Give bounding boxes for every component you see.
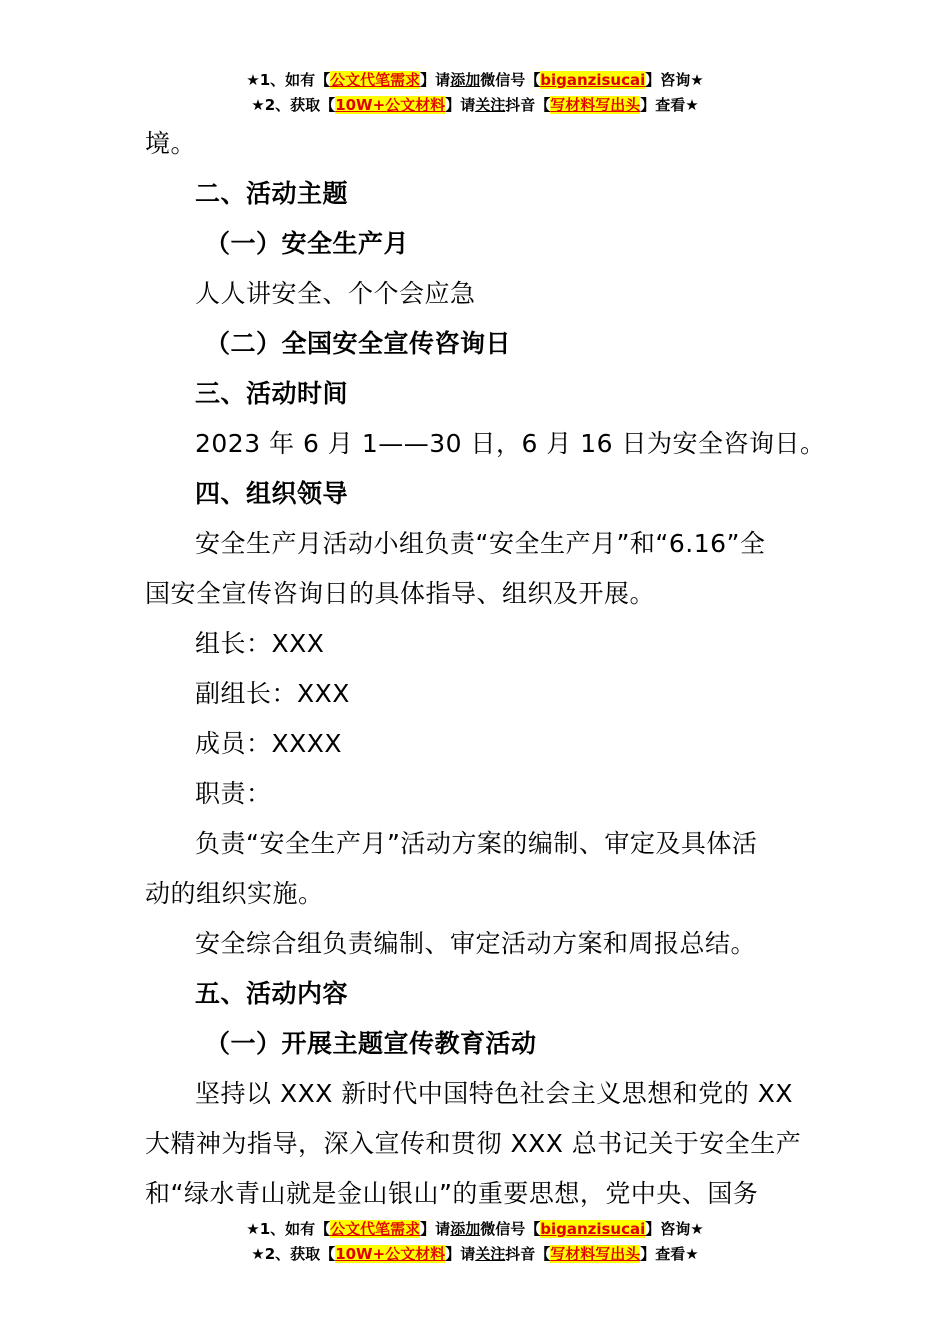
paragraph: 境。 <box>145 129 197 158</box>
paragraph: 国安全宣传咨询日的具体指导、组织及开展。 <box>145 579 656 608</box>
banner-text: 】查看★ <box>640 96 699 114</box>
highlight-service: 公文代笔需求 <box>330 1220 421 1238</box>
highlight-wechat-id: biganzisucai <box>540 71 646 89</box>
highlight-materials: 10W+公文材料 <box>335 1245 446 1263</box>
banner-text: 】请 <box>445 96 476 114</box>
banner-text: 】咨询★ <box>645 1220 704 1238</box>
highlight-wechat-id: biganzisucai <box>540 1220 646 1238</box>
underlined-text: 添加 <box>450 1220 481 1238</box>
paragraph: 2023 年 6 月 1——30 日，6 月 16 日为安全咨询日。 <box>195 429 826 458</box>
banner-text: 微信号【 <box>480 71 541 89</box>
banner-text: 抖音【 <box>505 96 551 114</box>
paragraph: 动的组织实施。 <box>145 879 324 908</box>
highlight-service: 公文代笔需求 <box>330 71 421 89</box>
banner-text: 】咨询★ <box>645 71 704 89</box>
paragraph: 人人讲安全、个个会应急 <box>195 279 476 308</box>
footer-banner-line-1 <box>0 1218 950 1240</box>
paragraph: 坚持以 XXX 新时代中国特色社会主义思想和党的 XX <box>195 1079 793 1108</box>
subsection-heading: （二）全国安全宣传咨询日 <box>205 329 512 358</box>
banner-text: ★1、如有【 <box>246 71 331 89</box>
banner-text: 】查看★ <box>640 1245 699 1263</box>
highlight-douyin: 写材料写出头 <box>550 1245 641 1263</box>
banner-text: 】请 <box>445 1245 476 1263</box>
section-heading: 二、活动主题 <box>195 179 349 208</box>
paragraph: 副组长：XXX <box>195 679 350 708</box>
highlight-materials: 10W+公文材料 <box>335 96 446 114</box>
subsection-heading: （一）安全生产月 <box>205 229 410 258</box>
subsection-heading: （一）开展主题宣传教育活动 <box>205 1029 537 1058</box>
document-body <box>145 119 826 1219</box>
underlined-text: 添加 <box>450 71 481 89</box>
banner-text: 】请 <box>420 1220 451 1238</box>
paragraph: 职责： <box>195 779 272 808</box>
banner-text: 微信号【 <box>480 1220 541 1238</box>
paragraph: 安全综合组负责编制、审定活动方案和周报总结。 <box>195 929 757 958</box>
banner-text: ★2、获取【 <box>251 96 336 114</box>
banner-text: ★2、获取【 <box>251 1245 336 1263</box>
banner-text: 抖音【 <box>505 1245 551 1263</box>
section-heading: 三、活动时间 <box>195 379 349 408</box>
section-heading: 五、活动内容 <box>195 979 349 1008</box>
header-banner-line-2 <box>0 94 950 116</box>
section-heading: 四、组织领导 <box>195 479 349 508</box>
paragraph: 安全生产月活动小组负责“安全生产月”和“6.16”全 <box>195 529 766 558</box>
underlined-text: 关注 <box>475 96 506 114</box>
paragraph: 组长：XXX <box>195 629 325 658</box>
paragraph: 负责“安全生产月”活动方案的编制、审定及具体活 <box>195 829 758 858</box>
paragraph: 大精神为指导，深入宣传和贯彻 XXX 总书记关于安全生产 <box>145 1129 802 1158</box>
highlight-douyin: 写材料写出头 <box>550 96 641 114</box>
paragraph: 成员：XXXX <box>195 729 343 758</box>
banner-text: ★1、如有【 <box>246 1220 331 1238</box>
footer-banner-line-2 <box>0 1243 950 1265</box>
header-banner-line-1 <box>0 69 950 91</box>
paragraph: 和“绿水青山就是金山银山”的重要思想，党中央、国务 <box>145 1179 759 1208</box>
underlined-text: 关注 <box>475 1245 506 1263</box>
banner-text: 】请 <box>420 71 451 89</box>
